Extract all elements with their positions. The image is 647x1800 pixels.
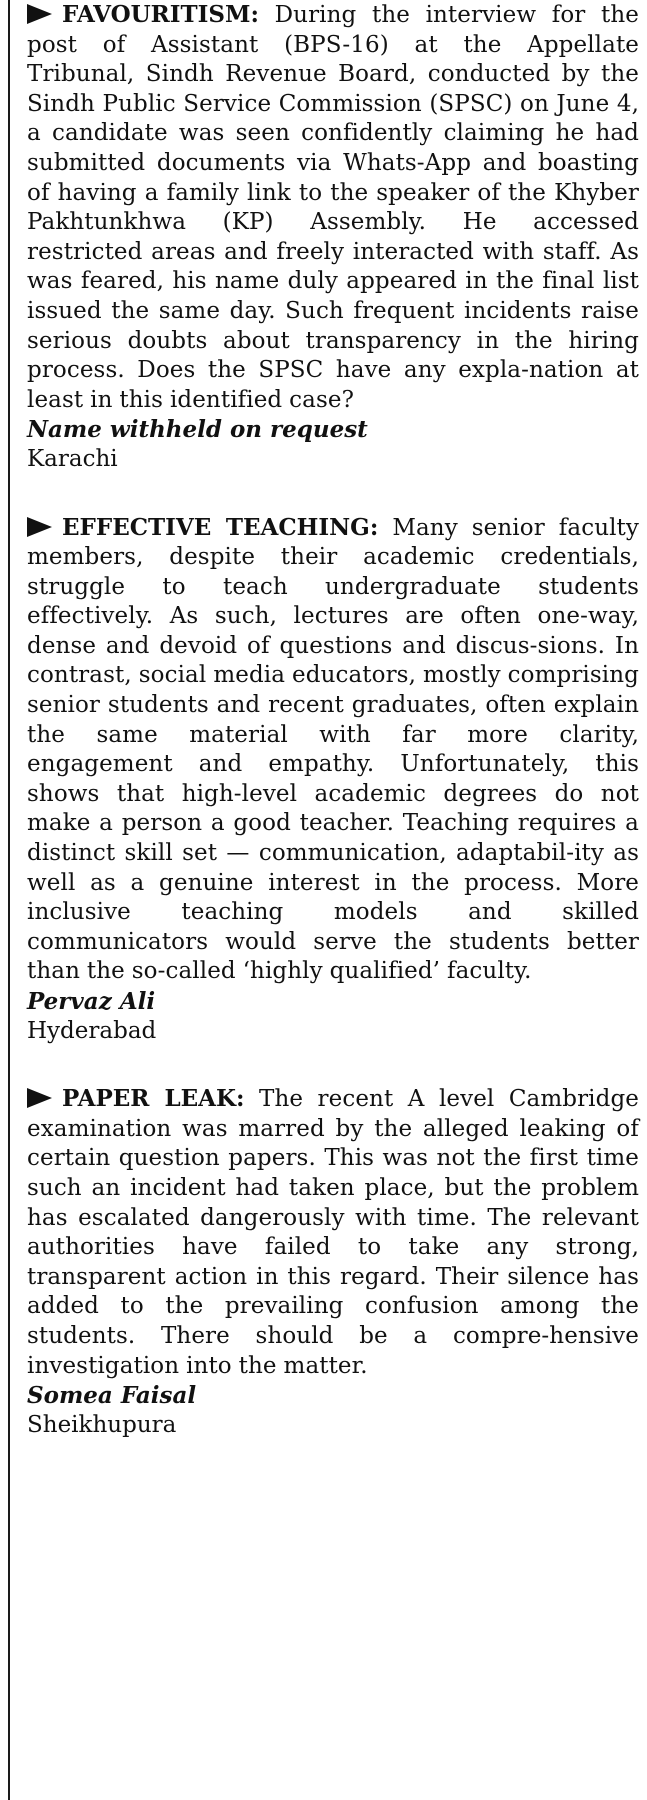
letter-body [27,1084,639,1381]
letter-text: Many senior faculty members, despite their academic credentials, struggle to teach undergraduate students effectively. As such, lectures are often one-way, dense and devoid of questions and discus-sions. In contrast, social media educators, mostly comprising senior students and recent graduates, often explain the same material with far more clarity, engagement and empathy. Unfortunately, this shows that high-level academic degrees do not make a person a good teacher. Teaching requires a distinct skill set — communication, adaptabil-ity as well as a genuine interest in the process. More inclusive teaching models and skilled communicators would serve the students better than the so-called ‘highly qualified’ faculty. [27,514,639,985]
letter-heading: EFFECTIVE TEACHING: [62,513,379,541]
letter-paper-leak [27,1084,639,1440]
letter-city: Karachi [27,445,118,472]
letter-spacer [27,475,639,513]
arrow-icon [27,1088,52,1108]
letter-text: The recent A level Cambridge examination was marred by the alleged leaking of certain question papers. This was not the first time such an incident had taken place, but the problem has escalated dangerously with time. The relevant authorities have failed to take any strong, transparent action in this regard. Their silence has added to the prevailing confusion among the students. There should be a compre-hensive investigation into the matter. [27,1086,639,1379]
letters-column [27,0,639,1440]
letter-author: Somea Faisal [27,1382,197,1410]
arrow-icon [27,517,52,537]
letter-body [27,513,639,988]
letter-favouritism [27,0,639,475]
letter-effective-teaching [27,513,639,1047]
arrow-icon [27,4,52,24]
letter-heading: PAPER LEAK: [62,1085,245,1113]
column-rule [8,0,10,1800]
letter-text: During the interview for the post of Assistant (BPS-16) at the Appellate Tribunal, Sindh Revenue Board, conducted by the Sindh Public Service Commission (SPSC) on June 4, a candidate was seen confidently claiming he had submitted documents via Whats-App and boasting of having a family link to the speaker of the Khyber Pakhtunkhwa (KP) Assembly. He accessed restricted areas and freely interacted with staff. As was feared, his name duly appeared in the final list issued the same day. Such frequent incidents raise serious doubts about transparency in the hiring process. Does the SPSC have any expla-nation at least in this identified case? [27,2,639,413]
letter-author: Pervaz Ali [27,988,156,1015]
letter-spacer [27,1046,639,1084]
letter-city: Hyderabad [27,1017,157,1044]
letter-heading: FAVOURITISM: [62,1,259,28]
letter-city: Sheikhupura [27,1411,177,1438]
letter-body [27,0,639,415]
letter-author: Name withheld on request [27,416,368,444]
